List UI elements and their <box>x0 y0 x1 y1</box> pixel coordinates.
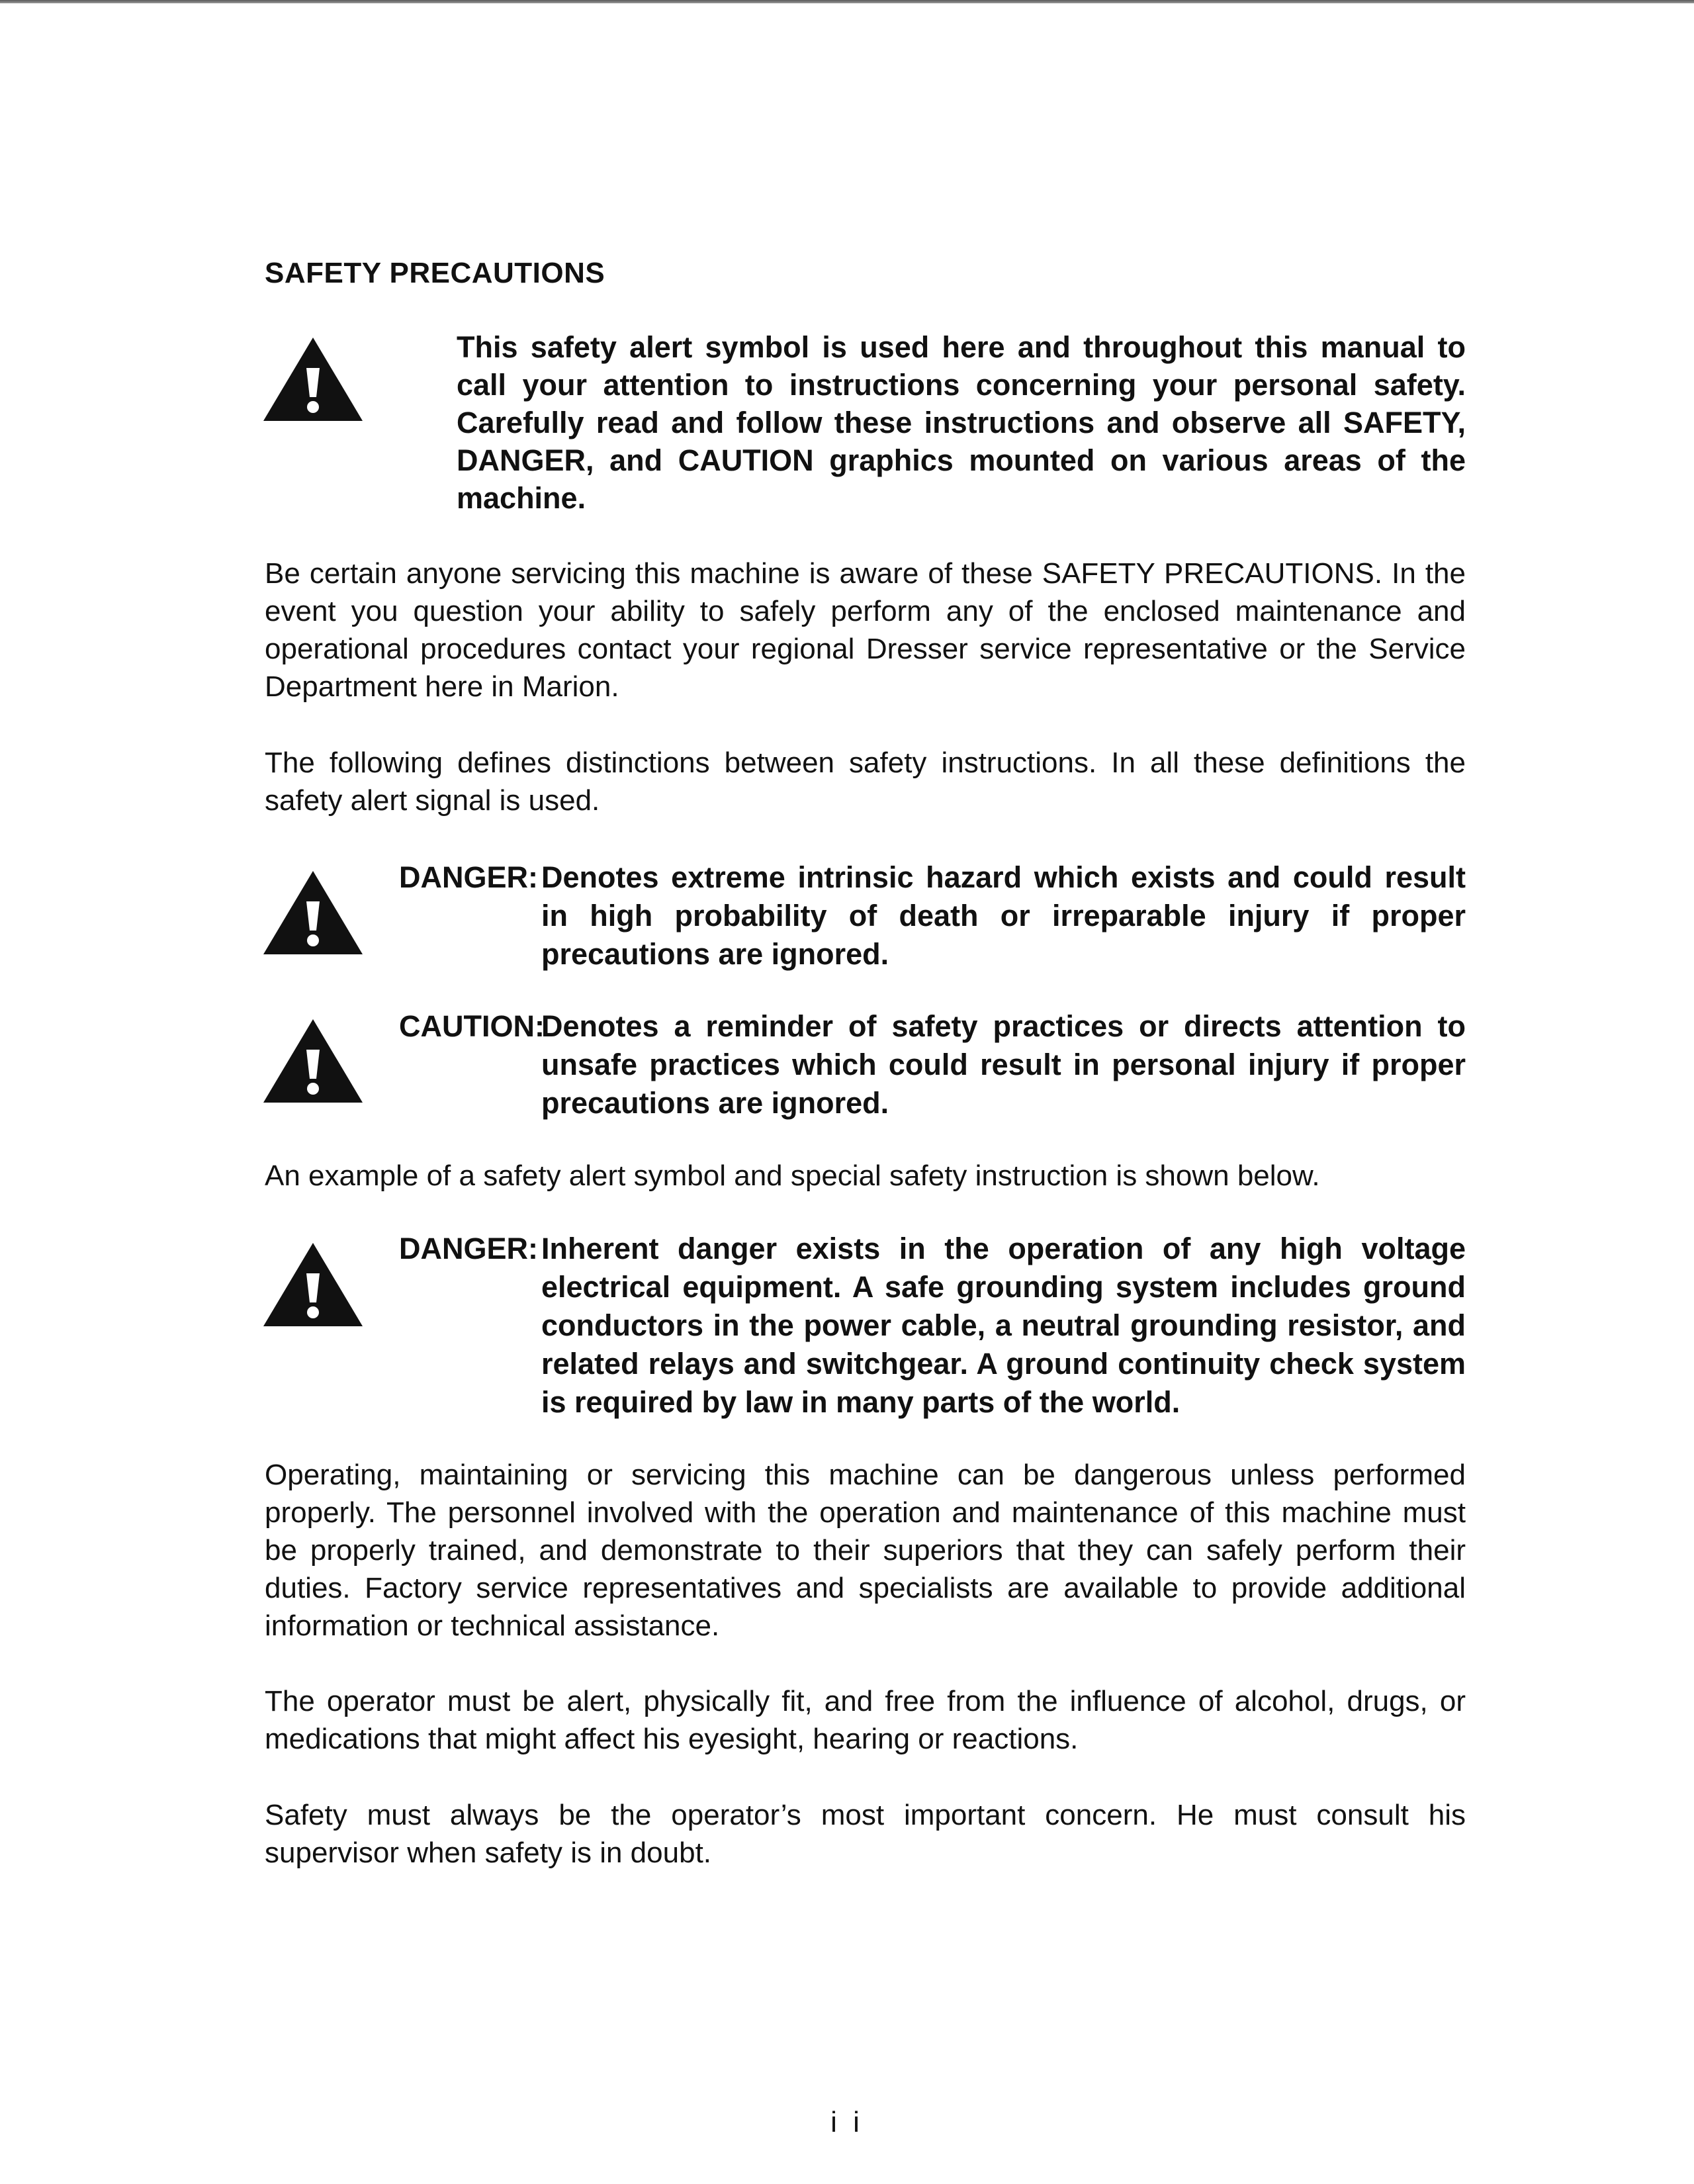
example-danger <box>399 1230 1466 1422</box>
definition-text: Denotes a reminder of safety practices or directs attention to unsafe practices which could result in personal injury if proper precautions are ignored. <box>541 1009 1466 1120</box>
definition-danger <box>399 858 1466 974</box>
safety-alert-icon <box>263 338 363 421</box>
page-title: SAFETY PRECAUTIONS <box>265 257 605 289</box>
danger-alert-icon <box>263 871 363 954</box>
paragraph-operation: Operating, maintaining or servicing this machine can be dangerous unless performed properly. The personnel involved with the operation and maintenance of this machine must be properly trained, and demonstrate to their superiors that they can safely perform their duties. Factory service representatives and specialists are available to provide additional information or technical assistance. <box>265 1459 1466 1642</box>
page-number: i i <box>830 2106 864 2138</box>
definition-text: Denotes extreme intrinsic hazard which exists and could result in high probability of death or irreparable injury if proper precautions are ignored. <box>541 860 1466 971</box>
definition-caution <box>399 1007 1466 1122</box>
intro-notice: This safety alert symbol is used here and throughout this manual to call your attention to instructions concerning your personal safety. Carefully read and follow these instructions and observe all SAFETY, DANGER, and CAUTION graphics mounted on various areas of the machine. <box>457 330 1466 515</box>
definition-label: CAUTION: <box>399 1009 545 1043</box>
paragraph-example-intro: An example of a safety alert symbol and special safety instruction is shown below. <box>265 1160 1320 1192</box>
paragraph-safety-concern: Safety must always be the operator’s most important concern. He must consult his supervisor when safety is in doubt. <box>265 1799 1466 1869</box>
caution-alert-icon <box>263 1019 363 1103</box>
definition-label: DANGER: <box>399 860 538 894</box>
top-scan-edge <box>0 0 1694 3</box>
definition-label: DANGER: <box>399 1232 538 1265</box>
example-danger-alert-icon <box>263 1243 363 1326</box>
paragraph-operator-fitness: The operator must be alert, physically fit, and free from the influence of alcohol, drugs, or medications that might affect his eyesight, hearing or reactions. <box>265 1685 1466 1755</box>
definition-text: Inherent danger exists in the operation of any high voltage electrical equipment. A safe grounding system includes ground conductors in the power cable, a neutral grounding resistor, and related relays and switchgear. A ground continuity check system is required by law in many parts of the world. <box>541 1232 1466 1419</box>
paragraph-definitions-intro: The following defines distinctions between safety instructions. In all these definitions the safety alert signal is used. <box>265 747 1466 817</box>
paragraph-awareness: Be certain anyone servicing this machine is aware of these SAFETY PRECAUTIONS. In the event you question your ability to safely perform any of the enclosed maintenance and operational procedures contact your regional Dresser service representative or the Service Department here in Marion. <box>265 557 1466 703</box>
